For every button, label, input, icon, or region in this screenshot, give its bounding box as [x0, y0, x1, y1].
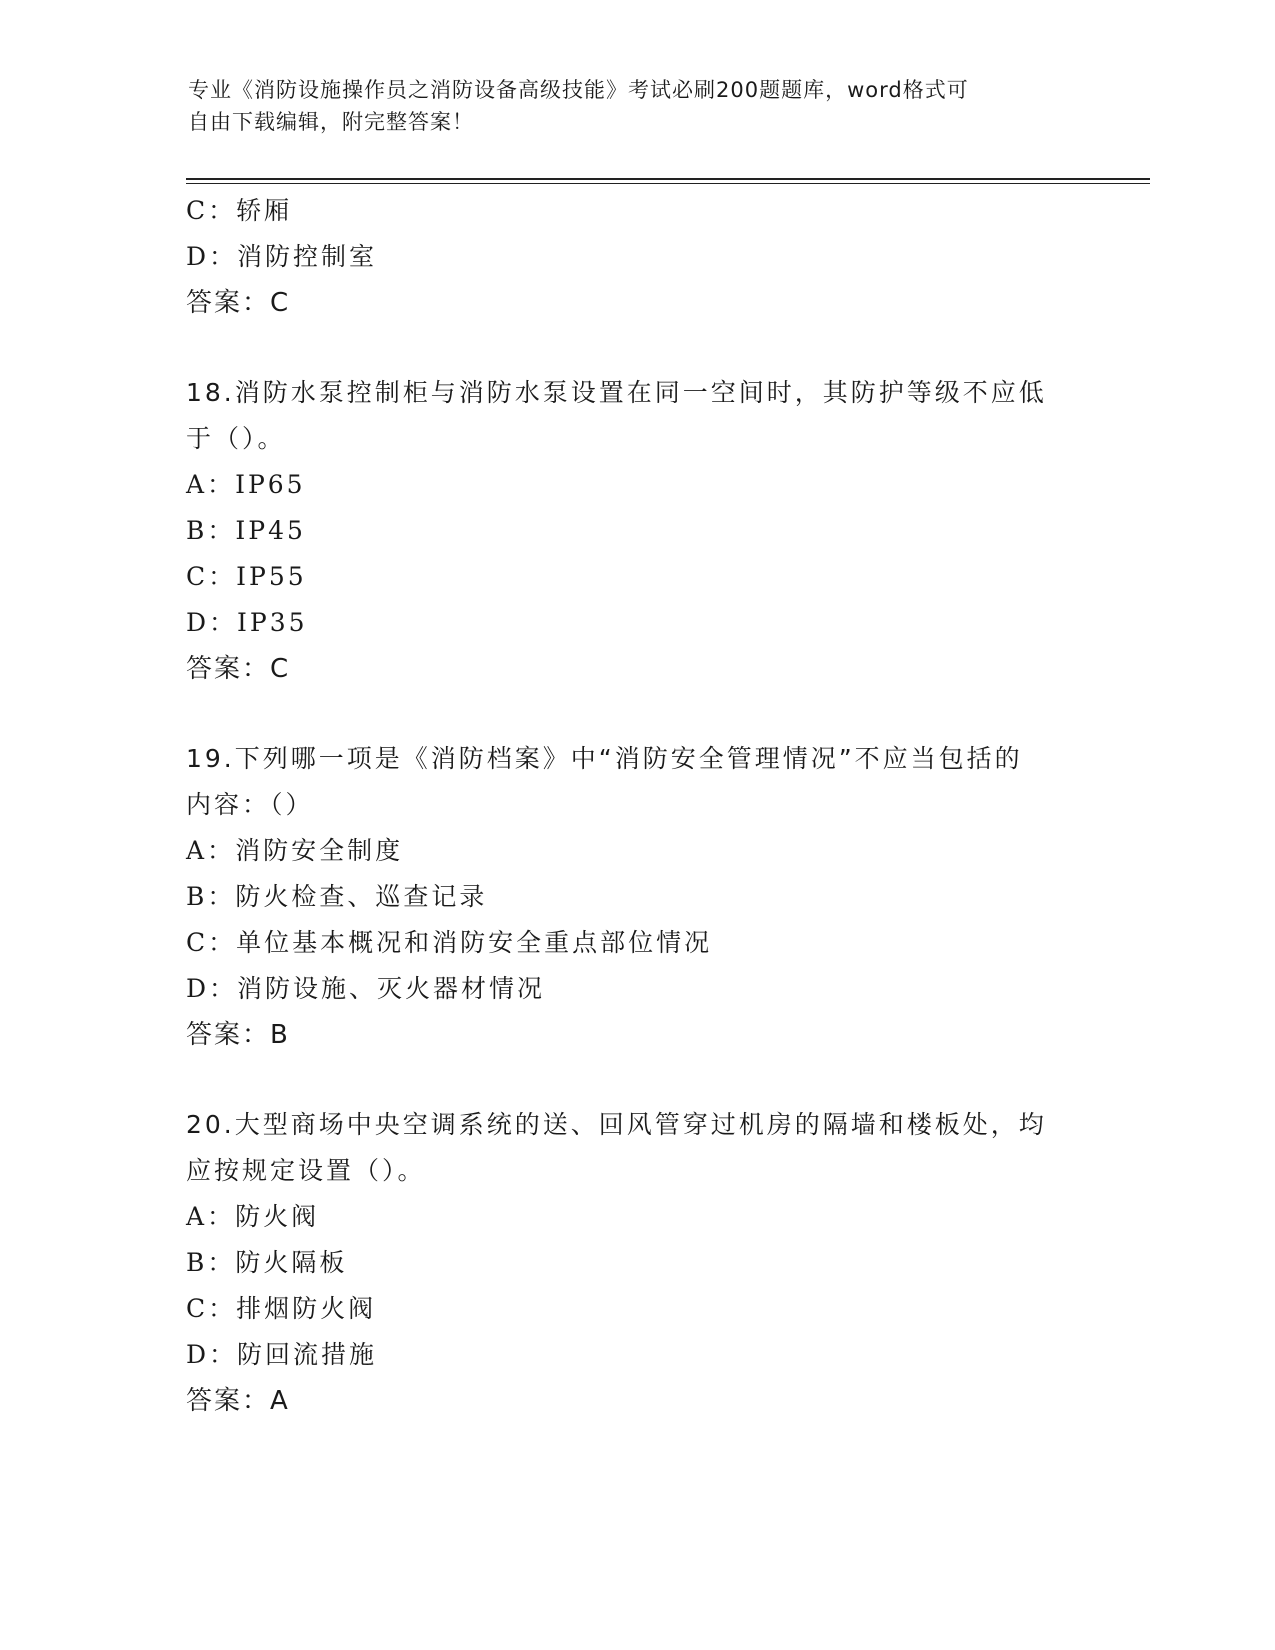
- option-text: 消防安全制度: [235, 836, 404, 865]
- option-text: 消防控制室: [237, 242, 378, 271]
- question-18: [186, 370, 1086, 692]
- option-text: 防回流措施: [237, 1340, 378, 1369]
- option-text: 轿厢: [236, 196, 293, 225]
- option-label: C：: [186, 196, 237, 225]
- option-a: [186, 462, 1086, 508]
- question-stem-line-2: 应按规定设置（）。: [186, 1156, 426, 1185]
- question-stem-line-1: 19.下列哪一项是《消防档案》中“消防安全管理情况”不应当包括的: [186, 744, 1023, 773]
- header-divider-thick: [186, 178, 1150, 180]
- question-stem: [186, 370, 1086, 462]
- document-body: [186, 188, 1086, 1424]
- question-20: [186, 1102, 1086, 1424]
- option-b: [186, 874, 1086, 920]
- option-label: D：: [186, 608, 238, 637]
- option-text: 防火检查、巡查记录: [235, 882, 488, 911]
- option-c: [186, 554, 1086, 600]
- option-label: B：: [186, 516, 236, 545]
- header-title-line-2: 自由下载编辑，附完整答案！: [188, 110, 474, 134]
- option-label: D：: [186, 974, 238, 1003]
- option-text: 防火隔板: [235, 1248, 348, 1277]
- answer-line: 答案：C: [186, 288, 291, 318]
- option-text: IP55: [236, 562, 307, 591]
- option-c: [186, 920, 1086, 966]
- option-label: B：: [186, 1248, 236, 1277]
- option-label: A：: [186, 836, 236, 865]
- option-label: C：: [186, 562, 237, 591]
- answer-line: 答案：B: [186, 1020, 290, 1050]
- header-divider-thin: [186, 183, 1150, 184]
- option-text: IP65: [235, 470, 306, 499]
- option-text: IP45: [235, 516, 306, 545]
- option-c: [186, 1286, 1086, 1332]
- answer-line: 答案：A: [186, 1386, 290, 1416]
- header-title-line-1: 专业《消防设施操作员之消防设备高级技能》考试必刷200题题库，word格式可: [188, 78, 969, 102]
- option-text: 排烟防火阀: [236, 1294, 377, 1323]
- option-b: [186, 1240, 1086, 1286]
- question-stem: [186, 1102, 1086, 1194]
- option-d: [186, 234, 1086, 280]
- document-header: [188, 74, 1088, 138]
- option-label: A：: [186, 1202, 236, 1231]
- question-stem: [186, 736, 1086, 828]
- option-d: [186, 1332, 1086, 1378]
- option-label: B：: [186, 882, 236, 911]
- option-text: 防火阀: [235, 1202, 320, 1231]
- option-d: [186, 600, 1086, 646]
- option-b: [186, 508, 1086, 554]
- question-19: [186, 736, 1086, 1058]
- option-label: C：: [186, 1294, 237, 1323]
- option-label: D：: [186, 1340, 238, 1369]
- option-d: [186, 966, 1086, 1012]
- option-a: [186, 828, 1086, 874]
- option-label: C：: [186, 928, 237, 957]
- question-stem-line-1: 20.大型商场中央空调系统的送、回风管穿过机房的隔墙和楼板处，均: [186, 1110, 1047, 1139]
- option-label: D：: [186, 242, 238, 271]
- option-label: A：: [186, 470, 236, 499]
- question-stem-line-2: 于（）。: [186, 424, 286, 453]
- question-stem-line-2: 内容：（）: [186, 790, 314, 819]
- answer-line: 答案：C: [186, 654, 291, 684]
- option-text: IP35: [237, 608, 308, 637]
- question-17-continuation: [186, 188, 1086, 326]
- question-stem-line-1: 18.消防水泵控制柜与消防水泵设置在同一空间时，其防护等级不应低: [186, 378, 1047, 407]
- option-a: [186, 1194, 1086, 1240]
- option-text: 单位基本概况和消防安全重点部位情况: [236, 928, 713, 957]
- option-text: 消防设施、灭火器材情况: [237, 974, 546, 1003]
- option-c: [186, 188, 1086, 234]
